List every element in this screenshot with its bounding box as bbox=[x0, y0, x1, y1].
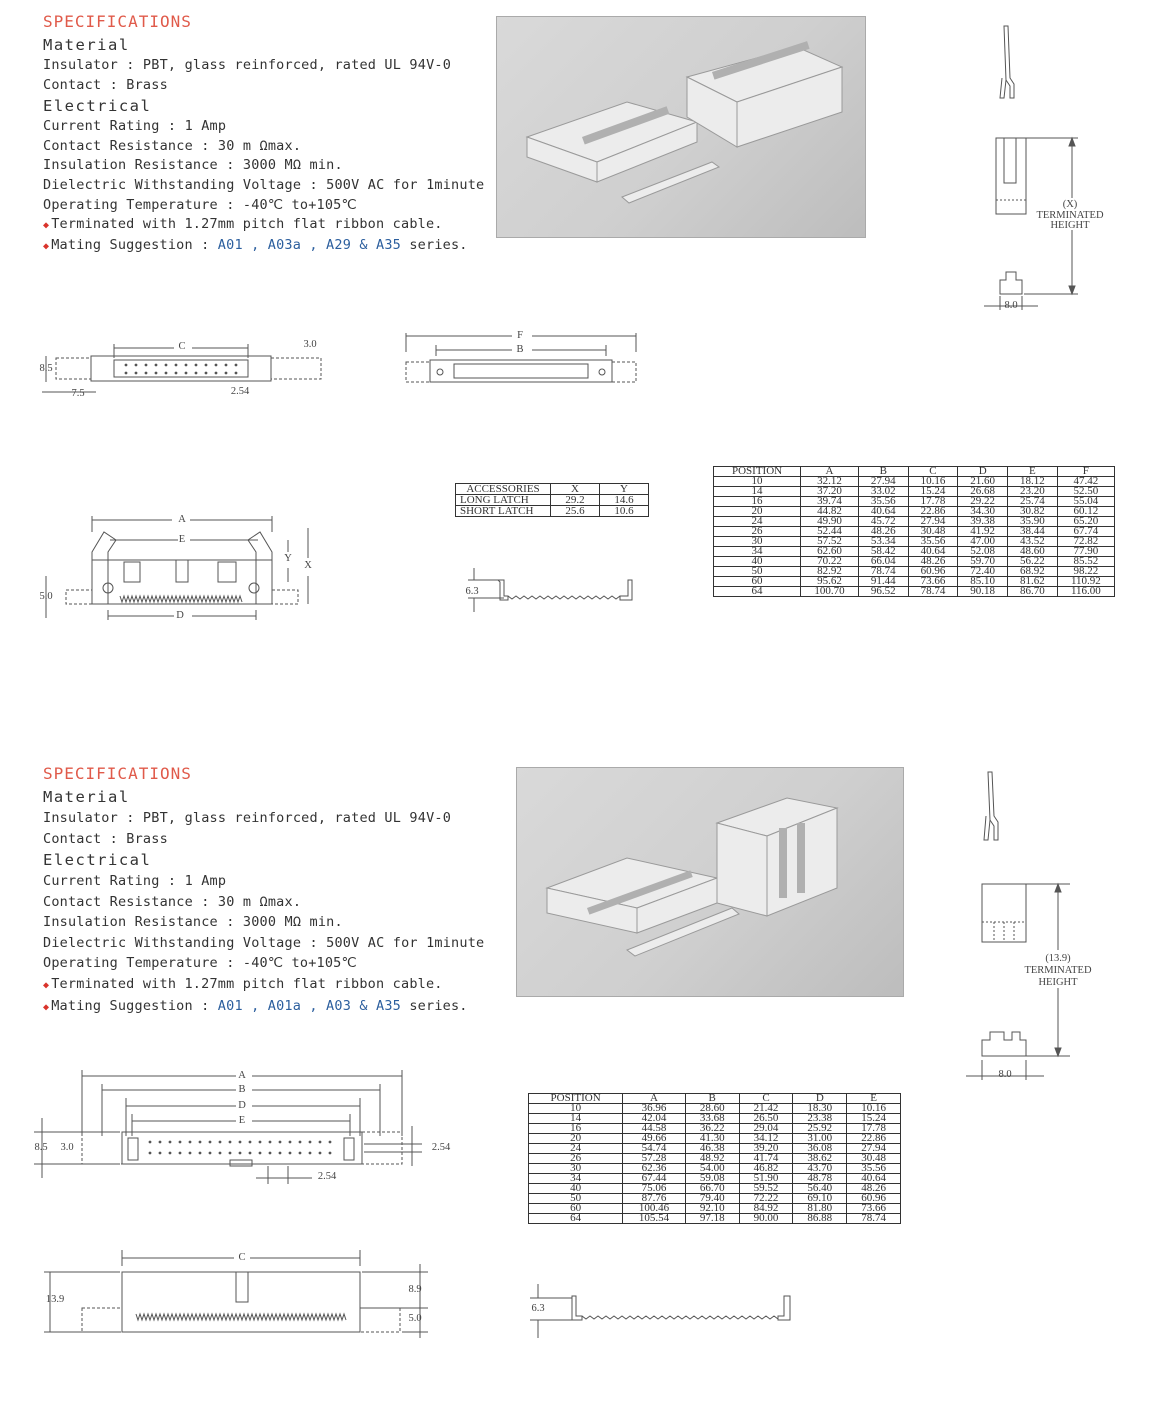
mating-series: A01 , A03a , A29 & A35 bbox=[217, 236, 402, 253]
table-cell: 40.64 bbox=[858, 507, 908, 517]
table-header-row: POSITION A B C D E bbox=[529, 1094, 901, 1104]
insulator-line: Insulator : PBT, glass reinforced, rated UL 94V-0 bbox=[43, 810, 452, 826]
dim-label-8-5: 8.5 bbox=[34, 1142, 48, 1153]
table-cell: 48.60 bbox=[1008, 547, 1058, 557]
table-cell: 48.92 bbox=[685, 1154, 739, 1164]
table-row bbox=[714, 537, 1115, 547]
table-cell: 25.74 bbox=[1008, 497, 1058, 507]
side-label-height: HEIGHT bbox=[1038, 977, 1078, 988]
table-cell: 21.42 bbox=[739, 1104, 793, 1114]
table-cell: 17.78 bbox=[908, 497, 958, 507]
table-cell: 52.44 bbox=[801, 527, 859, 537]
spec-title: SPECIFICATIONS bbox=[43, 12, 192, 31]
table-row bbox=[529, 1214, 901, 1224]
table-cell: 35.56 bbox=[847, 1164, 901, 1174]
table-cell: 47.00 bbox=[958, 537, 1008, 547]
material-heading: Material bbox=[43, 36, 130, 54]
table-cell: 10.16 bbox=[908, 477, 958, 487]
table-cell: 86.70 bbox=[1008, 587, 1058, 597]
table-cell: 40.64 bbox=[908, 547, 958, 557]
temperature-line: Operating Temperature : -40℃ to+105℃ bbox=[43, 196, 357, 213]
table-cell: 30.48 bbox=[908, 527, 958, 537]
table-cell: 36.08 bbox=[793, 1144, 847, 1154]
table-cell: 53.34 bbox=[858, 537, 908, 547]
table-cell: 62.60 bbox=[801, 547, 859, 557]
spec-block-2 bbox=[43, 762, 484, 1019]
table-cell: 29.22 bbox=[958, 497, 1008, 507]
table-header-row bbox=[456, 484, 649, 495]
table-body bbox=[529, 1104, 901, 1224]
product-photo bbox=[516, 767, 904, 997]
table-cell: 100.46 bbox=[623, 1204, 686, 1214]
table-cell: 46.82 bbox=[739, 1164, 793, 1174]
table-cell: 67.74 bbox=[1057, 527, 1114, 537]
table-cell: 26 bbox=[529, 1154, 623, 1164]
table-row bbox=[714, 517, 1115, 527]
table-cell: 95.62 bbox=[801, 577, 859, 587]
table-cell: 50 bbox=[714, 567, 801, 577]
mating-series: A01 , A01a , A03 & A35 bbox=[217, 998, 402, 1014]
cable-dim-label: 6.3 bbox=[465, 586, 479, 597]
table-cell: 57.52 bbox=[801, 537, 859, 547]
table-cell: 65.20 bbox=[1057, 517, 1114, 527]
dim-label-3: 3.0 bbox=[60, 1142, 74, 1153]
dim-label-x: X bbox=[304, 560, 312, 571]
dim-label-c: C bbox=[238, 1252, 246, 1263]
terminated-line: ◆ Terminated with 1.27mm pitch flat ribbon cable. bbox=[43, 216, 443, 233]
table-cell: 20 bbox=[714, 507, 801, 517]
table-cell: 15.24 bbox=[908, 487, 958, 497]
table-cell: 14 bbox=[529, 1114, 623, 1124]
table-cell: 67.44 bbox=[623, 1174, 686, 1184]
table-cell: 78.74 bbox=[858, 567, 908, 577]
mating-line: ◆ Mating Suggestion : A01 , A03a , A29 & A35 series. bbox=[43, 236, 468, 253]
dim-label-e: E bbox=[238, 1115, 246, 1126]
table-cell: 58.42 bbox=[858, 547, 908, 557]
table-cell: 79.40 bbox=[685, 1194, 739, 1204]
table-cell: 85.52 bbox=[1057, 557, 1114, 567]
material-heading: Material bbox=[43, 788, 130, 806]
table-cell: 92.10 bbox=[685, 1204, 739, 1214]
table-cell: 52.50 bbox=[1057, 487, 1114, 497]
table-cell: 16 bbox=[529, 1124, 623, 1134]
dim-label-13-9: 13.9 bbox=[45, 1294, 65, 1305]
table-cell: 27.94 bbox=[908, 517, 958, 527]
table-body bbox=[714, 477, 1115, 597]
table-cell: 40 bbox=[529, 1184, 623, 1194]
table-cell: 75.06 bbox=[623, 1184, 686, 1194]
table-row bbox=[714, 487, 1115, 497]
side-label-terminated: TERMINATED bbox=[1024, 965, 1092, 976]
side-label-height: HEIGHT bbox=[1050, 220, 1090, 231]
table-cell: 72.40 bbox=[958, 567, 1008, 577]
front-view-drawing bbox=[36, 512, 326, 622]
table-cell: 84.92 bbox=[739, 1204, 793, 1214]
diamond-bullet-icon: ◆ bbox=[43, 1002, 50, 1013]
table-cell: 35.90 bbox=[1008, 517, 1058, 527]
table-cell: 60.96 bbox=[908, 567, 958, 577]
table-cell: 62.36 bbox=[623, 1164, 686, 1174]
table-cell: 20 bbox=[529, 1134, 623, 1144]
table-cell: 77.90 bbox=[1057, 547, 1114, 557]
table-cell: 27.94 bbox=[847, 1144, 901, 1154]
table-cell: 73.66 bbox=[908, 577, 958, 587]
current-line: Current Rating : 1 Amp bbox=[43, 873, 227, 889]
table-cell: 81.80 bbox=[793, 1204, 847, 1214]
dim-label-8-5: 8.5 bbox=[39, 363, 53, 374]
table-cell: 38.62 bbox=[793, 1154, 847, 1164]
dim-label-a: A bbox=[238, 1070, 246, 1081]
table-cell: 23.38 bbox=[793, 1114, 847, 1124]
connector-illustration bbox=[497, 17, 865, 237]
table-cell: 85.10 bbox=[958, 577, 1008, 587]
table-cell: 56.22 bbox=[1008, 557, 1058, 567]
table-cell: 39.38 bbox=[958, 517, 1008, 527]
table-cell: 51.90 bbox=[739, 1174, 793, 1184]
dim-label-2-54: 2.54 bbox=[230, 386, 250, 397]
table-cell: 54.00 bbox=[685, 1164, 739, 1174]
side-dim-8: 8.0 bbox=[998, 1069, 1012, 1080]
table-cell: 96.52 bbox=[858, 587, 908, 597]
dim-label-5: 5.0 bbox=[408, 1313, 422, 1324]
table-cell: 48.26 bbox=[847, 1184, 901, 1194]
dim-label-3: 3.0 bbox=[303, 339, 317, 350]
dim-label-5: 5.0 bbox=[39, 591, 53, 602]
table-cell: 64 bbox=[714, 587, 801, 597]
table-cell: 41.30 bbox=[685, 1134, 739, 1144]
side-view-drawing bbox=[980, 18, 1120, 318]
table-cell: 86.88 bbox=[793, 1214, 847, 1224]
table-header-row: POSITION A B C D E F bbox=[714, 467, 1115, 477]
table-cell: 64 bbox=[529, 1214, 623, 1224]
table-cell: 48.26 bbox=[908, 557, 958, 567]
table-cell: 36.22 bbox=[685, 1124, 739, 1134]
table-row bbox=[714, 527, 1115, 537]
table-cell: 98.22 bbox=[1057, 567, 1114, 577]
table-cell: 41.74 bbox=[739, 1154, 793, 1164]
terminated-line: ◆ Terminated with 1.27mm pitch flat ribbon cable. bbox=[43, 975, 443, 992]
table-cell: 39.74 bbox=[801, 497, 859, 507]
table-row bbox=[714, 557, 1115, 567]
dim-label-2-54-right: 2.54 bbox=[431, 1142, 451, 1153]
cable-drawing bbox=[526, 1282, 796, 1342]
table-row: SHORT LATCH 25.6 10.6 bbox=[456, 506, 649, 517]
table-cell: 43.52 bbox=[1008, 537, 1058, 547]
table-cell: 15.24 bbox=[847, 1114, 901, 1124]
dimension-table bbox=[713, 466, 1115, 597]
header-x: X bbox=[551, 484, 600, 495]
table-cell: 45.72 bbox=[858, 517, 908, 527]
table-cell: 33.02 bbox=[858, 487, 908, 497]
diamond-bullet-icon: ◆ bbox=[43, 240, 50, 252]
table-cell: 40 bbox=[714, 557, 801, 567]
table-cell: 66.04 bbox=[858, 557, 908, 567]
temperature-line: Operating Temperature : -40℃ to+105℃ bbox=[43, 955, 357, 971]
table-cell: 72.22 bbox=[739, 1194, 793, 1204]
table-cell: 81.62 bbox=[1008, 577, 1058, 587]
table-cell: 68.92 bbox=[1008, 567, 1058, 577]
table-cell: 34 bbox=[529, 1174, 623, 1184]
table-cell: 49.66 bbox=[623, 1134, 686, 1144]
table-cell: 87.76 bbox=[623, 1194, 686, 1204]
table-row bbox=[714, 577, 1115, 587]
header-y: Y bbox=[600, 484, 649, 495]
table-cell: 36.96 bbox=[623, 1104, 686, 1114]
table-cell: 70.22 bbox=[801, 557, 859, 567]
resistance-line: Contact Resistance : 30 m Ωmax. bbox=[43, 893, 302, 910]
diamond-bullet-icon: ◆ bbox=[43, 979, 50, 991]
header-accessories: ACCESSORIES bbox=[456, 484, 551, 495]
table-cell: 30.48 bbox=[847, 1154, 901, 1164]
table-cell: 48.26 bbox=[858, 527, 908, 537]
cable-dim-label: 6.3 bbox=[531, 1303, 545, 1314]
dimension-table bbox=[528, 1093, 901, 1224]
table-row bbox=[714, 497, 1115, 507]
table-cell: 17.78 bbox=[847, 1124, 901, 1134]
table-cell: 28.60 bbox=[685, 1104, 739, 1114]
table-row bbox=[714, 567, 1115, 577]
table-cell: 116.00 bbox=[1057, 587, 1114, 597]
dielectric-line: Dielectric Withstanding Voltage : 500V AC for 1minute bbox=[43, 934, 485, 951]
side-view-drawing bbox=[960, 770, 1100, 1090]
table-cell: 34.12 bbox=[739, 1134, 793, 1144]
table-cell: 90.00 bbox=[739, 1214, 793, 1224]
table-cell: 49.90 bbox=[801, 517, 859, 527]
table-cell: 43.70 bbox=[793, 1164, 847, 1174]
table-cell: 59.08 bbox=[685, 1174, 739, 1184]
dim-label-8-9: 8.9 bbox=[408, 1284, 422, 1295]
side-label-x: (X) bbox=[1062, 199, 1078, 210]
connector-illustration bbox=[517, 768, 903, 996]
table-cell: 22.86 bbox=[908, 507, 958, 517]
table-cell: 56.40 bbox=[793, 1184, 847, 1194]
table-cell: 57.28 bbox=[623, 1154, 686, 1164]
table-cell: 33.68 bbox=[685, 1114, 739, 1124]
dim-label-2-54: 2.54 bbox=[317, 1171, 337, 1182]
table-cell: 26.68 bbox=[958, 487, 1008, 497]
table-cell: 10 bbox=[714, 477, 801, 487]
table-cell: 23.20 bbox=[1008, 487, 1058, 497]
table-cell: 30.82 bbox=[1008, 507, 1058, 517]
table-cell: 91.44 bbox=[858, 577, 908, 587]
insulation-line: Insulation Resistance : 3000 MΩ min. bbox=[43, 157, 343, 174]
electrical-heading: Electrical bbox=[43, 851, 152, 869]
insulation-line: Insulation Resistance : 3000 MΩ min. bbox=[43, 914, 343, 930]
table-cell: 60 bbox=[529, 1204, 623, 1214]
table-cell: 21.60 bbox=[958, 477, 1008, 487]
dim-label-y: Y bbox=[284, 553, 292, 564]
table-cell: 105.54 bbox=[623, 1214, 686, 1224]
table-cell: 48.78 bbox=[793, 1174, 847, 1184]
table-cell: 26 bbox=[714, 527, 801, 537]
table-cell: 90.18 bbox=[958, 587, 1008, 597]
table-cell: 25.92 bbox=[793, 1124, 847, 1134]
table-row bbox=[714, 587, 1115, 597]
table-cell: 78.74 bbox=[908, 587, 958, 597]
table-cell: 35.56 bbox=[908, 537, 958, 547]
table-cell: 73.66 bbox=[847, 1204, 901, 1214]
table-cell: 26.50 bbox=[739, 1114, 793, 1124]
table-cell: 44.58 bbox=[623, 1124, 686, 1134]
table-cell: 72.82 bbox=[1057, 537, 1114, 547]
table-cell: 59.70 bbox=[958, 557, 1008, 567]
table-cell: 24 bbox=[529, 1144, 623, 1154]
resistance-line: Contact Resistance : 30 m Ωmax. bbox=[43, 137, 302, 154]
table-cell: 52.08 bbox=[958, 547, 1008, 557]
table-cell: 38.44 bbox=[1008, 527, 1058, 537]
table-row bbox=[714, 477, 1115, 487]
electrical-heading: Electrical bbox=[43, 97, 152, 116]
table-cell: 31.00 bbox=[793, 1134, 847, 1144]
side-label-x: (13.9) bbox=[1045, 953, 1071, 964]
dim-label-d: D bbox=[176, 610, 184, 621]
table-cell: 41.92 bbox=[958, 527, 1008, 537]
table-cell: 59.52 bbox=[739, 1184, 793, 1194]
table-cell: 18.30 bbox=[793, 1104, 847, 1114]
table-cell: 24 bbox=[714, 517, 801, 527]
table-cell: 27.94 bbox=[858, 477, 908, 487]
dielectric-line: Dielectric Withstanding Voltage : 500V AC for 1minute bbox=[43, 176, 485, 193]
table-cell: 54.74 bbox=[623, 1144, 686, 1154]
table-cell: 47.42 bbox=[1057, 477, 1114, 487]
table-cell: 110.92 bbox=[1057, 577, 1114, 587]
table-cell: 10 bbox=[529, 1104, 623, 1114]
table-cell: 34 bbox=[714, 547, 801, 557]
table-cell: 37.20 bbox=[801, 487, 859, 497]
dim-label-c: C bbox=[178, 341, 186, 352]
table-cell: 78.74 bbox=[847, 1214, 901, 1224]
table-cell: 55.04 bbox=[1057, 497, 1114, 507]
table-cell: 39.20 bbox=[739, 1144, 793, 1154]
dim-label-b: B bbox=[516, 344, 524, 355]
table-cell: 35.56 bbox=[858, 497, 908, 507]
side-label-terminated: TERMINATED bbox=[1036, 210, 1104, 221]
spec-block-1 bbox=[43, 10, 484, 256]
table-cell: 34.30 bbox=[958, 507, 1008, 517]
table-cell: 60.96 bbox=[847, 1194, 901, 1204]
table-row bbox=[714, 547, 1115, 557]
insulator-line: Insulator : PBT, glass reinforced, rated UL 94V-0 bbox=[43, 57, 452, 73]
table-cell: 44.82 bbox=[801, 507, 859, 517]
table-cell: 69.10 bbox=[793, 1194, 847, 1204]
table-row bbox=[714, 507, 1115, 517]
table-cell: 30 bbox=[714, 537, 801, 547]
table-cell: 46.38 bbox=[685, 1144, 739, 1154]
current-line: Current Rating : 1 Amp bbox=[43, 118, 227, 135]
table-cell: 66.70 bbox=[685, 1184, 739, 1194]
table-cell: 29.04 bbox=[739, 1124, 793, 1134]
contact-line: Contact : Brass bbox=[43, 76, 168, 93]
product-photo bbox=[496, 16, 866, 238]
dim-label-b: B bbox=[238, 1084, 246, 1095]
table-cell: 60 bbox=[714, 577, 801, 587]
table-row: LONG LATCH 29.2 14.6 bbox=[456, 495, 649, 506]
diamond-bullet-icon: ◆ bbox=[43, 220, 50, 232]
mating-line: ◆ Mating Suggestion : A01 , A01a , A03 & A35 series. bbox=[43, 998, 468, 1014]
spec-title: SPECIFICATIONS bbox=[43, 764, 192, 783]
dim-label-e: E bbox=[178, 534, 186, 545]
contact-line: Contact : Brass bbox=[43, 830, 168, 847]
table-cell: 30 bbox=[529, 1164, 623, 1174]
dim-label-d: D bbox=[238, 1100, 246, 1111]
cable-drawing bbox=[460, 566, 640, 616]
table-cell: 50 bbox=[529, 1194, 623, 1204]
table-cell: 32.12 bbox=[801, 477, 859, 487]
dim-label-f: F bbox=[517, 330, 523, 341]
table-cell: 18.12 bbox=[1008, 477, 1058, 487]
dim-label-7-5: 7.5 bbox=[71, 388, 85, 399]
table-cell: 60.12 bbox=[1057, 507, 1114, 517]
accessories-table bbox=[455, 483, 649, 517]
table-cell: 14 bbox=[714, 487, 801, 497]
dim-label-a: A bbox=[178, 514, 186, 525]
table-cell: 10.16 bbox=[847, 1104, 901, 1114]
table-cell: 40.64 bbox=[847, 1174, 901, 1184]
side-dim-8: 8.0 bbox=[1004, 300, 1018, 311]
table-cell: 16 bbox=[714, 497, 801, 507]
table-cell: 42.04 bbox=[623, 1114, 686, 1124]
table-cell: 97.18 bbox=[685, 1214, 739, 1224]
table-cell: 100.70 bbox=[801, 587, 859, 597]
table-cell: 82.92 bbox=[801, 567, 859, 577]
table-cell: 22.86 bbox=[847, 1134, 901, 1144]
